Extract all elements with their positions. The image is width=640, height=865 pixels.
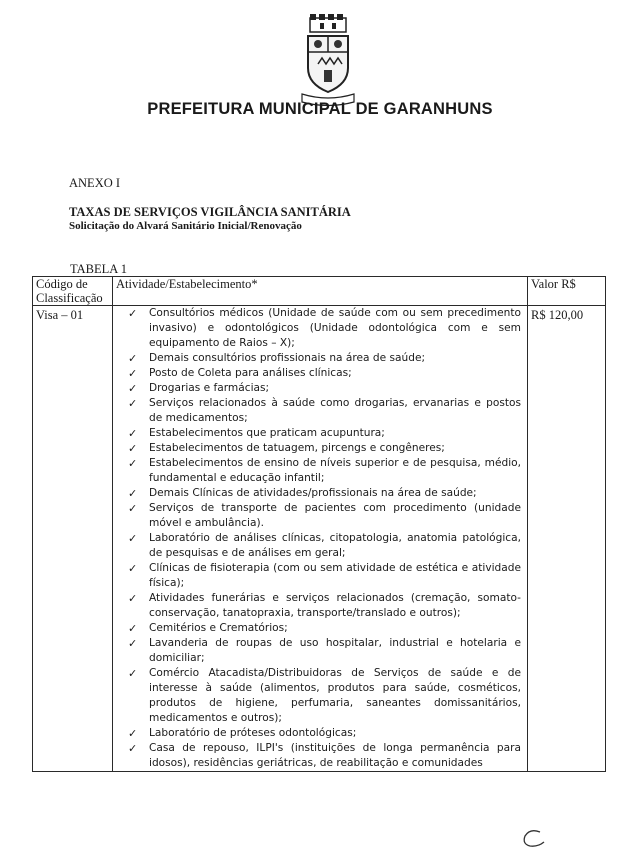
table-header-row — [33, 277, 606, 306]
list-item — [116, 351, 521, 366]
list-item — [116, 456, 521, 486]
checkmark-icon: ✓ — [128, 532, 138, 545]
table-caption: TABELA 1 — [70, 262, 127, 276]
document-subtitle: Solicitação do Alvará Sanitário Inicial/Renovação — [69, 220, 302, 232]
list-item-text: Consultórios médicos (Unidade de saúde com ou sem precedimento invasivo) e odontológicos (Unidade odontológica com e sem equipamento de Raios – X); — [149, 307, 521, 349]
classification-code: Visa – 01 — [33, 306, 113, 772]
annex-label: ANEXO I — [69, 176, 121, 190]
checkmark-icon: ✓ — [128, 382, 138, 395]
list-item — [116, 486, 521, 501]
table-row — [33, 306, 606, 772]
list-item — [116, 726, 521, 741]
list-item — [116, 441, 521, 456]
organization-title: PREFEITURA MUNICIPAL DE GARANHUNS — [147, 100, 493, 118]
header-code-line2: Classificação — [36, 291, 103, 305]
checkmark-icon: ✓ — [128, 307, 138, 320]
header-value: Valor R$ — [528, 277, 606, 306]
list-item — [116, 666, 521, 726]
list-item-text: Estabelecimentos de tatuagem, pircengs e congêneres; — [149, 442, 445, 454]
list-item — [116, 306, 521, 351]
checkmark-icon: ✓ — [128, 742, 138, 755]
list-item-text: Drogarias e farmácias; — [149, 382, 270, 394]
list-item — [116, 621, 521, 636]
header-code-line1: Código de — [36, 277, 88, 291]
municipal-crest — [300, 14, 356, 106]
fees-table — [32, 276, 606, 772]
list-item-text: Posto de Coleta para análises clínicas; — [149, 367, 352, 379]
list-item — [116, 501, 521, 531]
handwritten-mark — [520, 826, 546, 850]
checkmark-icon: ✓ — [128, 667, 138, 680]
list-item-text: Serviços relacionados à saúde como drogarias, ervanarias e postos de medicamentos; — [149, 397, 521, 424]
list-item-text: Comércio Atacadista/Distribuidoras de Serviços de saúde e de interesse à saúde (alimentos, produtos para saúde, cosméticos, produtos de higiene, perfumaria, saneantes domissanitários, medicamentos e outros); — [149, 667, 521, 724]
checkmark-icon: ✓ — [128, 367, 138, 380]
checkmark-icon: ✓ — [128, 487, 138, 500]
list-item-text: Laboratório de análises clínicas, citopatologia, anatomia patológica, de pesquisas e de análises em geral; — [149, 532, 521, 559]
fee-value: R$ 120,00 — [528, 306, 606, 772]
list-item-text: Demais consultórios profissionais na área de saúde; — [149, 352, 426, 364]
list-item-text: Clínicas de fisioterapia (com ou sem atividade de estética e atividade física); — [149, 562, 521, 589]
list-item — [116, 381, 521, 396]
checkmark-icon: ✓ — [128, 502, 138, 515]
checkmark-icon: ✓ — [128, 352, 138, 365]
list-item-text: Cemitérios e Crematórios; — [149, 622, 288, 634]
list-item — [116, 426, 521, 441]
checkmark-icon: ✓ — [128, 442, 138, 455]
list-item-text: Laboratório de próteses odontológicas; — [149, 727, 357, 739]
header-code — [33, 277, 113, 306]
list-item-text: Casa de repouso, ILPI's (instituições de longa permanência para idosos), residências geriátricas, de reabilitação e comunidades — [149, 742, 521, 769]
checkmark-icon: ✓ — [128, 427, 138, 440]
checkmark-icon: ✓ — [128, 727, 138, 740]
header-activity: Atividade/Estabelecimento* — [113, 277, 528, 306]
list-item — [116, 741, 521, 771]
list-item-text: Demais Clínicas de atividades/profissionais na área de saúde; — [149, 487, 477, 499]
list-item — [116, 561, 521, 591]
activity-cell — [113, 306, 528, 772]
list-item — [116, 366, 521, 381]
checkmark-icon: ✓ — [128, 397, 138, 410]
list-item — [116, 531, 521, 561]
checkmark-icon: ✓ — [128, 562, 138, 575]
list-item — [116, 396, 521, 426]
activity-list — [116, 306, 524, 771]
checkmark-icon: ✓ — [128, 622, 138, 635]
list-item-text: Lavanderia de roupas de uso hospitalar, industrial e hotelaria e domiciliar; — [149, 637, 521, 664]
list-item — [116, 636, 521, 666]
checkmark-icon: ✓ — [128, 637, 138, 650]
list-item-text: Estabelecimentos de ensino de níveis superior e de pesquisa, médio, fundamental e educação infantil; — [149, 457, 521, 484]
list-item-text: Estabelecimentos que praticam acupuntura; — [149, 427, 385, 439]
checkmark-icon: ✓ — [128, 457, 138, 470]
list-item-text: Serviços de transporte de pacientes com procedimento (unidade móvel e ambulância). — [149, 502, 521, 529]
list-item — [116, 591, 521, 621]
list-item-text: Atividades funerárias e serviços relacionados (cremação, somato-conservação, tanatopraxia, transporte/translado e outros); — [149, 592, 521, 619]
document-title: TAXAS DE SERVIÇOS VIGILÂNCIA SANITÁRIA — [69, 205, 351, 219]
checkmark-icon: ✓ — [128, 592, 138, 605]
